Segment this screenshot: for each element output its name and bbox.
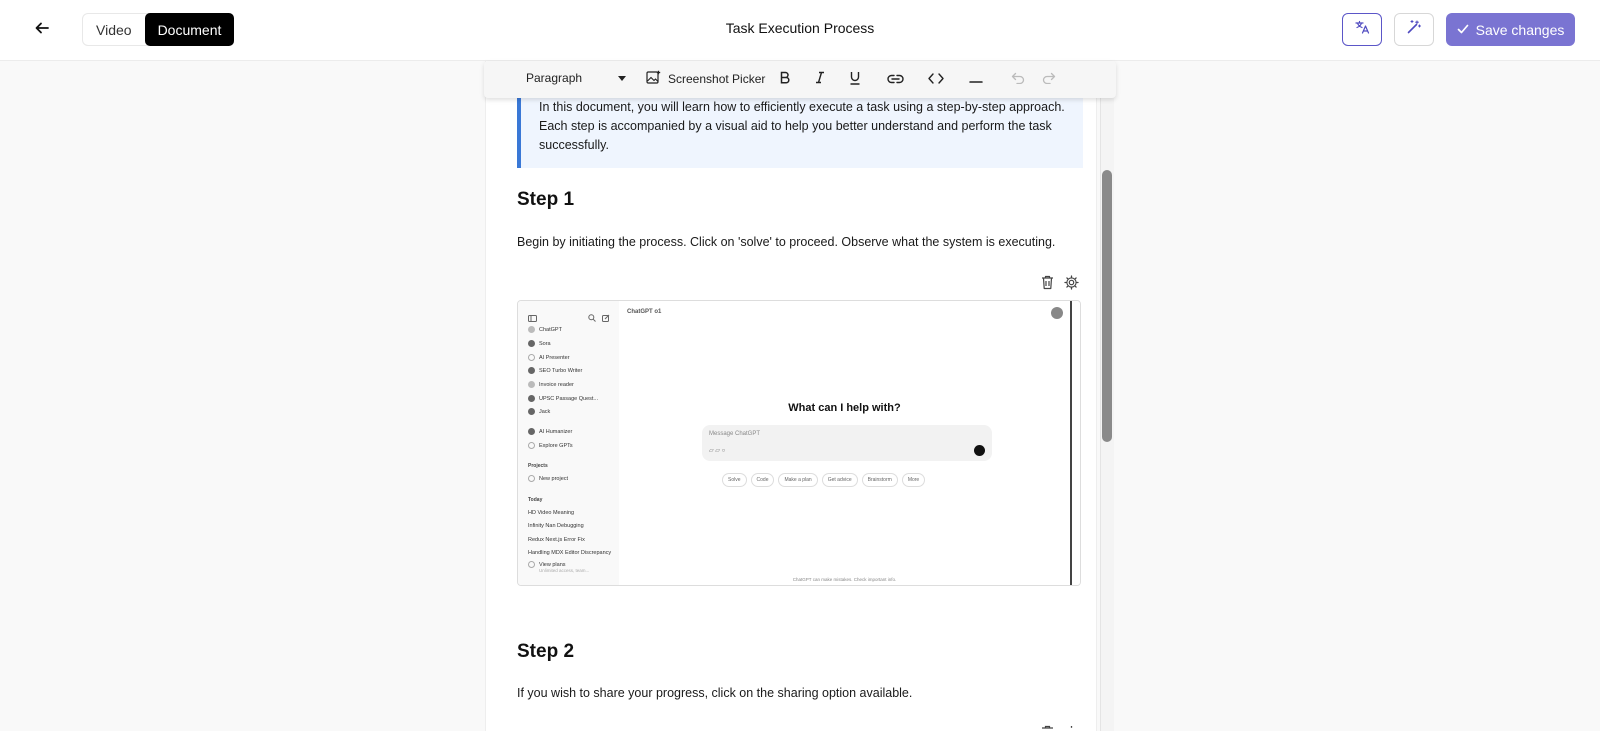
- image-plus-icon: [646, 70, 661, 88]
- link-icon: [887, 71, 904, 89]
- italic-icon: [814, 71, 826, 89]
- page-title: Task Execution Process: [725, 20, 875, 36]
- bold-button[interactable]: [774, 69, 796, 91]
- code-icon: [928, 71, 944, 89]
- gpt-icon: [528, 367, 535, 374]
- history-item: Infinity Nan Debugging: [528, 523, 584, 529]
- trash-icon: [1041, 725, 1054, 731]
- screenshot-picker-label: Screenshot Picker: [668, 72, 766, 86]
- scrollbar-thumb[interactable]: [1102, 170, 1112, 442]
- sidebar-toggle-icon: [528, 309, 537, 327]
- gpt-icon: [528, 326, 535, 333]
- voice-icon: [974, 445, 985, 456]
- delete-image-button[interactable]: [1038, 726, 1056, 731]
- view-plans-item: View plans: [528, 561, 566, 568]
- save-changes-button[interactable]: [1446, 13, 1575, 46]
- sidebar-item: Jack: [528, 408, 550, 415]
- underline-icon: [849, 71, 861, 90]
- step-1-screenshot[interactable]: [517, 300, 1081, 586]
- undo-icon: [1011, 71, 1025, 89]
- sidebar-item: Explore GPTs: [528, 442, 573, 449]
- step-2-heading: Step 2: [517, 641, 575, 662]
- image-settings-button[interactable]: [1062, 726, 1080, 731]
- horizontal-rule-button[interactable]: [965, 69, 987, 91]
- check-icon: [1457, 22, 1469, 38]
- new-chat-icon: [602, 309, 610, 327]
- sidebar-item: AI Humanizer: [528, 428, 572, 435]
- chip: Solve: [722, 473, 747, 487]
- grid-icon: [528, 442, 535, 449]
- suggestion-chips: [722, 473, 925, 487]
- attach-icon: ▱ ▱ ○: [709, 448, 726, 454]
- sidebar-item: ChatGPT: [528, 326, 562, 333]
- gpt-icon: [528, 354, 535, 361]
- model-name: ChatGPT o1: [627, 309, 662, 315]
- screenshot-main: [619, 301, 1070, 586]
- translate-button[interactable]: [1342, 13, 1382, 46]
- search-icon: [588, 309, 596, 327]
- italic-button[interactable]: [809, 69, 831, 91]
- step-1-text: Begin by initiating the process. Click on 'solve' to proceed. Observe what the system is executing.: [517, 235, 1056, 249]
- gpt-icon: [528, 395, 535, 402]
- horizontal-rule-icon: [969, 71, 983, 89]
- view-plans-subtitle: Unlimited access, team...: [539, 568, 590, 573]
- disclaimer: ChatGPT can make mistakes. Check important info.: [792, 577, 897, 582]
- tab-document[interactable]: Document: [145, 13, 235, 46]
- gpt-icon: [528, 408, 535, 415]
- history-item: Handling MDX Editor Discrepancy: [528, 550, 612, 556]
- link-button[interactable]: [884, 69, 906, 91]
- step-2-image-actions: [1038, 726, 1080, 731]
- intro-text: In this document, you will learn how to efficiently execute a task using a step-by-step approach. Each step is accompanied by a visual aid to help you better understand and perform the task successfully.: [539, 100, 1065, 152]
- step-2-text: If you wish to share your progress, click on the sharing option available.: [517, 686, 913, 700]
- chip: More: [902, 473, 925, 487]
- formatting-toolbar: [484, 61, 1116, 98]
- translate-icon: [1354, 19, 1370, 40]
- magic-wand-icon: [1406, 19, 1422, 40]
- folder-icon: [528, 475, 535, 482]
- sidebar-item: New project: [528, 475, 568, 482]
- sidebar-item: UPSC Passage Quest...: [528, 395, 598, 402]
- intro-callout: [517, 98, 1083, 168]
- undo-button[interactable]: [1007, 69, 1029, 91]
- top-header: [0, 0, 1600, 61]
- redo-icon: [1042, 71, 1056, 89]
- underline-button[interactable]: [844, 69, 866, 91]
- block-type-select[interactable]: [526, 71, 626, 85]
- gpt-icon: [528, 381, 535, 388]
- gpt-icon: [528, 428, 535, 435]
- view-toggle: [82, 13, 234, 46]
- redo-button[interactable]: [1038, 69, 1060, 91]
- chip: Get advice: [822, 473, 858, 487]
- save-changes-label: Save changes: [1475, 21, 1565, 38]
- projects-heading: Projects: [528, 463, 548, 469]
- gpt-icon: [528, 340, 535, 347]
- plans-icon: [528, 561, 535, 568]
- screenshot-sidebar: [518, 301, 619, 586]
- sidebar-item: Sora: [528, 340, 551, 347]
- screenshot-picker-button[interactable]: [646, 68, 765, 90]
- help-headline: What can I help with?: [788, 402, 901, 414]
- trash-icon: [1041, 275, 1054, 295]
- bold-icon: [779, 71, 791, 89]
- image-settings-button[interactable]: [1062, 276, 1080, 294]
- history-item: Redux Next.js Error Fix: [528, 537, 585, 543]
- chip: Brainstorm: [862, 473, 898, 487]
- history-item: HD Video Meaning: [528, 510, 575, 516]
- sidebar-item: Invoice reader: [528, 381, 574, 388]
- avatar: [1051, 307, 1063, 319]
- message-placeholder: Message ChatGPT: [709, 431, 761, 437]
- chip: Code: [751, 473, 775, 487]
- delete-image-button[interactable]: [1038, 276, 1056, 294]
- gear-icon: [1064, 275, 1079, 295]
- code-button[interactable]: [925, 69, 947, 91]
- back-button[interactable]: [28, 16, 56, 44]
- step-1-image-actions: [1038, 276, 1080, 294]
- chip: Make a plan: [778, 473, 817, 487]
- step-1-heading: Step 1: [517, 189, 575, 210]
- block-type-value: Paragraph: [526, 71, 583, 85]
- caret-down-icon: [618, 71, 626, 85]
- sidebar-item: AI Presenter: [528, 354, 570, 361]
- tab-video[interactable]: Video: [96, 21, 132, 38]
- message-box: [702, 425, 992, 461]
- today-heading: Today: [528, 497, 543, 503]
- sidebar-item: SEO Turbo Writer: [528, 367, 582, 374]
- screenshot-edge: [1070, 301, 1081, 586]
- arrow-left-icon: [35, 21, 49, 40]
- gear-icon: [1064, 725, 1079, 731]
- magic-wand-button[interactable]: [1394, 13, 1434, 46]
